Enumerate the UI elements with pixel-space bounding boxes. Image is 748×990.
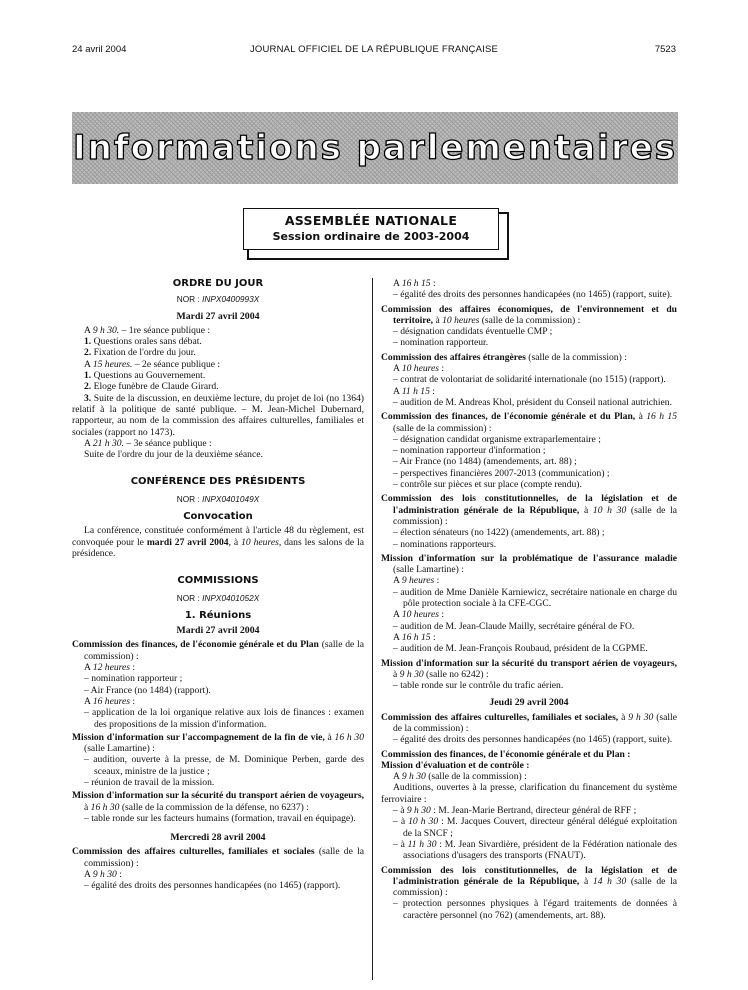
agenda-item: – audition de M. Andreas Khol, président du Conseil national autrichien. xyxy=(393,396,672,408)
commission-culturelles: Commission des affaires culturelles, familiales et sociales, à 9 h 30 (salle de la commission) : xyxy=(381,711,677,734)
column-divider xyxy=(372,278,373,980)
right-column xyxy=(381,278,677,921)
left-column xyxy=(72,278,364,892)
mission-assurance-maladie: Mission d'information sur la problématique de l'assurance maladie (salle Lamartine) : xyxy=(381,552,677,576)
seance-1-item: 2. Fixation de l'ordre du jour. xyxy=(84,347,196,359)
seance-3-text: Suite de l'ordre du jour de la deuxième séance. xyxy=(84,449,263,461)
time-line: A 12 heures : xyxy=(84,662,136,674)
box-subtitle: Session ordinaire de 2003-2004 xyxy=(272,230,470,243)
conference-nor: NOR : INPX0401049X xyxy=(176,493,260,504)
commission-economiques: Commission des affaires économiques, de l'environnement et du territoire, à 10 heures (salle de la commission) : xyxy=(381,303,677,326)
agenda-item: – Air France (no 1484) (amendements, art. 88) ; xyxy=(393,456,577,468)
conference-heading: CONFÉRENCE DES PRÉSIDENTS xyxy=(130,476,306,488)
running-header xyxy=(72,44,676,58)
seance-2: A 15 heures. – 2e séance publique : xyxy=(84,358,221,370)
agenda-item: – audition, ouverte à la presse, de M. Dominique Perben, garde des sceaux, ministre de la justice ; xyxy=(84,754,364,777)
time-line: A 16 h 15 : xyxy=(393,278,436,289)
commission-finances-2: Commission des finances, de l'économie générale et du Plan : xyxy=(381,748,631,760)
agenda-item: – égalité des droits des personnes handicapées (no 1465) (rapport, suite). xyxy=(393,289,673,301)
date-mardi: Mardi 27 avril 2004 xyxy=(176,625,260,637)
agenda-item: – désignation candidat organisme extraparlementaire ; xyxy=(393,433,601,445)
mission-transport-aerien: Mission d'information sur la sécurité du transport aérien de voyageurs, à 16 h 30 (salle de la commission de la défense, no 6237) : xyxy=(72,790,364,813)
mission-fin-de-vie: Mission d'information sur l'accompagnement de la fin de vie, à 16 h 30 (salle Lamartine) : xyxy=(72,731,365,755)
agenda-item: – égalité des droits des personnes handicapées (no 1465) (rapport, suite). xyxy=(393,734,673,746)
agenda-item: – Air France (no 1484) (rapport). xyxy=(84,684,211,696)
ordre-du-jour-heading: ORDRE DU JOUR xyxy=(172,278,264,289)
commission-etrangeres: Commission des affaires étrangères (salle de la commission) : xyxy=(381,351,627,363)
commission-culturelles: Commission des affaires culturelles, familiales et sociales (salle de la commission) : xyxy=(72,846,364,869)
time-line: A 10 heures : xyxy=(393,363,445,375)
commission-finances: Commission des finances, de l'économie générale et du Plan (salle de la commission) : xyxy=(72,639,365,662)
header-date: 24 avril 2004 xyxy=(72,44,127,55)
seance-2-item: 3. Suite de la discussion, en deuxième lecture, du projet de loi (no 1364) relatif à la politique de santé publique. – M. Jean-Michel Dubernard, rapporteur, au nom de la commission des affaires culturelles, familiales et sociales (rapport no 1473). xyxy=(72,392,364,438)
agenda-item: – audition de M. Jean-François Roubaud, président de la CGPME. xyxy=(393,643,648,655)
agenda-item: – application de la loi organique relative aux lois de finances : examen des propositions de la mission d'information. xyxy=(84,707,364,730)
commission-finances: Commission des finances, de l'économie générale et du Plan, à 16 h 15 (salle de la commission) : xyxy=(381,411,677,434)
agenda-item: – nominations rapporteurs. xyxy=(393,538,497,550)
agenda-item: – à 10 h 30 : M. Jacques Couvert, directeur général délégué exploitation de la SNCF ; xyxy=(393,816,678,839)
agenda-item: – protection personnes physiques à l'égard traitements de données à caractère personnel (no 762) (amendements, art. 88). xyxy=(393,898,677,921)
box-title: ASSEMBLÉE NATIONALE xyxy=(284,213,458,228)
agenda-item: – nomination rapporteur. xyxy=(393,337,489,349)
header-page-number: 7523 xyxy=(654,44,676,55)
date-mercredi: Mercredi 28 avril 2004 xyxy=(170,832,266,844)
reunions-heading: 1. Réunions xyxy=(184,609,252,621)
agenda-item: – audition de M. Jean-Claude Mailly, secrétaire général de FO. xyxy=(393,620,635,632)
convocation-heading: Convocation xyxy=(183,511,253,523)
agenda-item: – perspectives financières 2007-2013 (communication) ; xyxy=(393,467,610,479)
seance-2-item: 2. Eloge funèbre de Claude Girard. xyxy=(84,381,219,393)
commissions-nor: NOR : INPX0401052X xyxy=(176,592,260,603)
seance-2-item: 1. Questions au Gouvernement. xyxy=(84,370,206,382)
section-banner xyxy=(72,112,678,184)
mission-evaluation: Mission d'évaluation et de contrôle : xyxy=(381,759,530,771)
agenda-item: – désignation candidats éventuelle CMP ; xyxy=(393,326,553,338)
time-line: A 11 h 15 : xyxy=(393,385,435,397)
agenda-item: – élection sénateurs (no 1422) (amendements, art. 88) ; xyxy=(393,527,605,539)
agenda-item: – contrôle sur pièces et sur place (compte rendu). xyxy=(393,479,582,491)
time-line: A 9 h 30 : xyxy=(84,869,122,881)
time-line: A 16 heures : xyxy=(84,695,136,707)
banner-title: Informations parlementaires xyxy=(72,128,678,168)
time-line: A 9 heures : xyxy=(393,575,440,587)
commission-lois: Commission des lois constitutionnelles, de la législation et de l'administration générale de la République, à 10 h 30 (salle de la commission) : xyxy=(381,493,678,527)
time-line: A 16 h 15 : xyxy=(393,631,436,643)
auditions-paragraph: Auditions, ouvertes à la presse, clarification du financement du système ferroviaire : xyxy=(381,782,677,805)
agenda-item: – audition de Mme Danièle Karniewicz, secrétaire nationale en charge du pôle protection sociale à la CFE-CGC. xyxy=(393,586,677,610)
commissions-heading: COMMISSIONS xyxy=(177,575,259,587)
time-line: A 9 h 30 (salle de la commission) : xyxy=(393,771,527,783)
date-jeudi: Jeudi 29 avril 2004 xyxy=(489,697,569,709)
agenda-item: – nomination rapporteur ; xyxy=(84,673,183,685)
agenda-item: – table ronde sur les facteurs humains (formation, travail en équipage). xyxy=(84,812,356,824)
assembly-box xyxy=(243,208,503,254)
seance-1: A 9 h 30. – 1re séance publique : xyxy=(84,324,211,336)
box-content xyxy=(243,208,499,250)
header-journal-title: JOURNAL OFFICIEL DE LA RÉPUBLIQUE FRANÇAISE xyxy=(249,44,499,55)
seance-3: A 21 h 30. – 3e séance publique : xyxy=(84,437,212,449)
agenda-item: – nomination rapporteur d'information ; xyxy=(393,445,546,457)
ordre-date: Mardi 27 avril 2004 xyxy=(176,310,260,322)
convocation-text: La conférence, constituée conformément à l'article 48 du règlement, est convoquée pour le mardi 27 avril 2004, à 10 heures, dans les salons de la présidence. xyxy=(72,525,364,559)
agenda-item: – table ronde sur le contrôle du trafic aérien. xyxy=(393,680,564,692)
agenda-item: – égalité des droits des personnes handicapées (no 1465) (rapport). xyxy=(84,880,341,892)
seance-1-item: 1. Questions orales sans débat. xyxy=(84,336,202,348)
mission-transport-aerien: Mission d'information sur la sécurité du transport aérien de voyageurs, à 9 h 30 (salle no 6242) : xyxy=(381,657,677,680)
commission-lois-2: Commission des lois constitutionnelles, de la législation et de l'administration générale de la République, à 14 h 30 (salle de la commission) : xyxy=(381,864,678,899)
agenda-item: – à 9 h 30 : M. Jean-Marie Bertrand, directeur général de RFF ; xyxy=(393,805,637,817)
agenda-item: – contrat de volontariat de solidarité internationale (no 1515) (rapport). xyxy=(393,374,666,386)
time-line: A 10 heures : xyxy=(393,609,445,621)
ordre-nor: NOR : INPX0400993X xyxy=(176,294,260,305)
agenda-item: – réunion de travail de la mission. xyxy=(84,776,215,788)
agenda-item: – à 11 h 30 : M. Jean Sivardière, président de la Fédération nationale des associations d'usagers des transports (FNAUT). xyxy=(393,838,677,862)
